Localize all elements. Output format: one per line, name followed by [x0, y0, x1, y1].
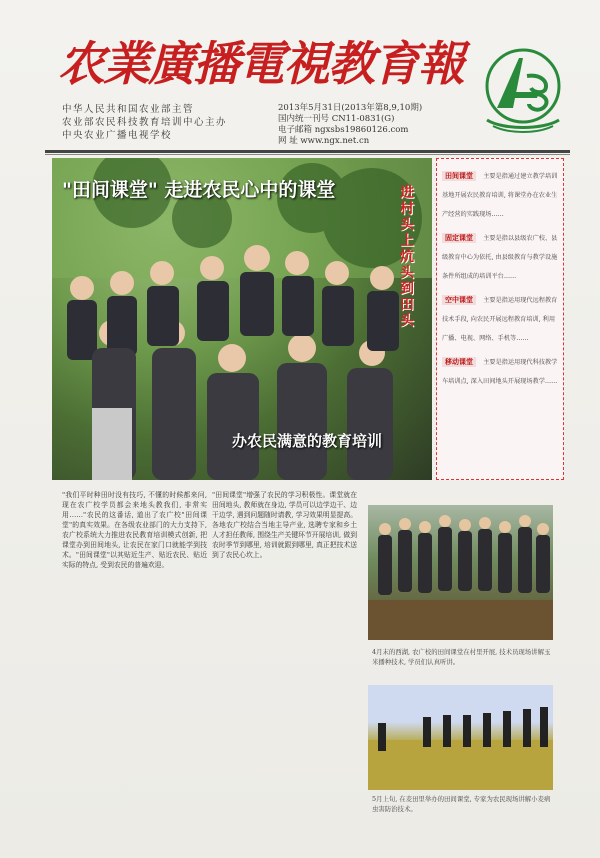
email-line: 电子邮箱 ngxsbs19860126.com: [278, 125, 409, 135]
sidebar-item: [442, 349, 558, 387]
vertical-slogan: 进村头 上炕头 到田头: [400, 185, 414, 329]
publication-info: [278, 103, 422, 147]
org-line-3: 中央农业广播电视学校: [62, 130, 173, 141]
issue-date: 2013年5月31日(2013年第8,9,10期): [278, 103, 423, 113]
sidebar-text: 主要是指运用现代科技教学车培训点, 深入田间地头开展现场教学……: [442, 359, 558, 385]
website-line: 网 址 www.ngx.net.cn: [278, 136, 370, 146]
org-line-1: 中华人民共和国农业部主管: [62, 104, 195, 115]
field-scene-2: [368, 685, 553, 790]
classroom-types-sidebar: [436, 158, 564, 480]
sidebar-text: 主要是指通过建立教学培训基地开展农民教育培训, 将课堂办在农业生产经营的实践现场……: [442, 173, 558, 218]
newspaper-title: 农業廣播電視教育報: [58, 37, 463, 92]
field-scene-1: [368, 505, 553, 640]
article-column-2: "田间课堂"增强了农民的学习积极性。课堂就在田间地头, 教师就在身边, 学员可以边学边干、边干边学, 遇到问题随时请教, 学习效果明显提高。各地农广校结合当地主导产业, 选聘专家和乡土人才担任教师, 围绕生产关键环节开展培训, 做到农时季节到哪里, 培训就跟到哪里, 真正把技术送到了农民心坎上。: [212, 491, 357, 559]
masthead-rule: [45, 150, 570, 153]
sidebar-item: [442, 163, 558, 220]
sidebar-item: [442, 287, 558, 344]
school-logo-icon: [483, 46, 563, 136]
photo-caption-2: 5月上旬, 在麦田里举办的田间课堂, 专家为农民现场讲解小麦病虫害防治技术。: [372, 795, 551, 813]
masthead-rule-thin: [45, 154, 570, 155]
photo-caption-1: 4月末的西湖, 农广校的田间课堂在村里开展, 技术员现场讲解玉米播种技术, 学员们认真听讲。: [372, 648, 551, 666]
article-column-1: "我们平时种田时没有技巧, 不懂的时候都来问, 现在农广校学员都会来地头教我们, 非常实用……"农民的这番话, 道出了农广校"田间课堂"的真实效果。在各级农业部门的大力支持下, 农广校系统大力推进农民教育培训模式创新, 把课堂办到田间地头, 让农民在家门口就能学到技术。"田间课堂"以其贴近生产、贴近农民、贴近实际的特点, 受到农民的普遍欢迎。: [62, 491, 207, 569]
org-line-2: 农业部农民科技教育培训中心主办: [62, 117, 228, 128]
sidebar-tag: 田间课堂: [442, 171, 476, 181]
sidebar-text: 主要是指以县级农广校、县级教育中心为依托, 由县级教育与教学设施条件所组成的培训平台……: [442, 235, 558, 280]
masthead-organizations: [62, 103, 227, 142]
main-photo-caption: 办农民满意的教育培训: [232, 432, 383, 450]
issn-line: 国内统一刊号 CN11-0831(G): [278, 114, 395, 124]
field-class-photo-1: [368, 505, 553, 640]
field-class-photo-2: [368, 685, 553, 790]
sidebar-tag: 固定课堂: [442, 233, 476, 243]
sidebar-tag: 空中课堂: [442, 295, 476, 305]
sidebar-tag: 移动课堂: [442, 357, 476, 367]
sidebar-item: [442, 225, 558, 282]
main-headline: "田间课堂" 走进农民心中的课堂: [62, 179, 336, 201]
sidebar-text: 主要是指运用现代远程教育技术手段, 向农民开展远程教育培训, 利用广播、电视、网络、手机等……: [442, 297, 558, 342]
